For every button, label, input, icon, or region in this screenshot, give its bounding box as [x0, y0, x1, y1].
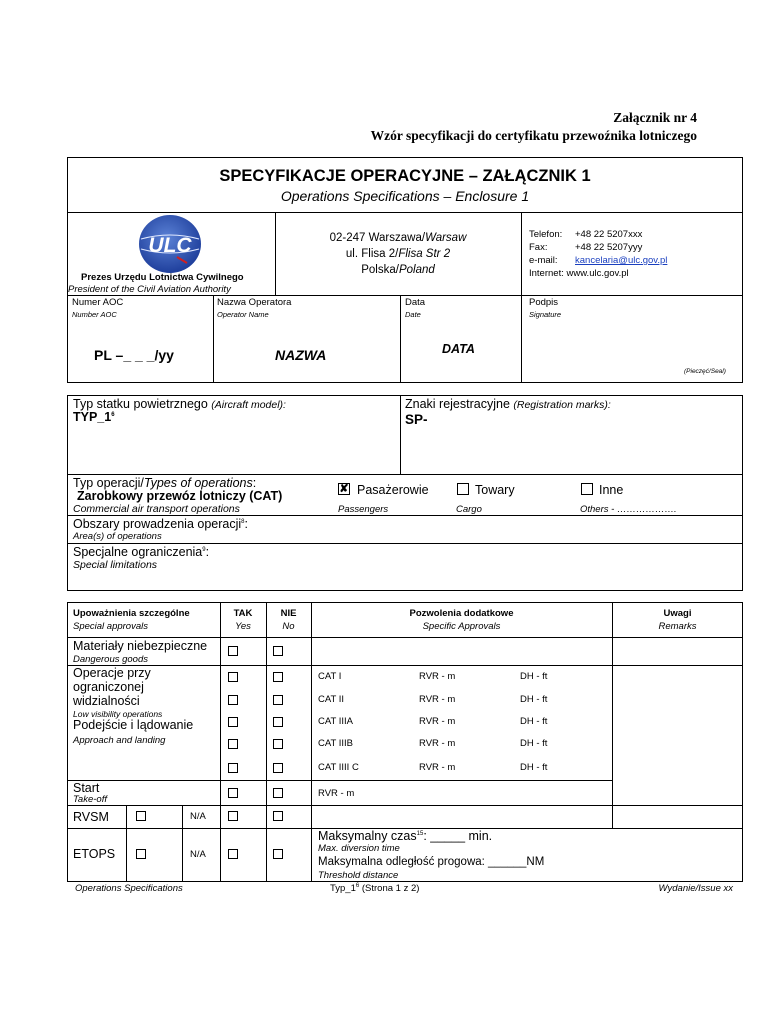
etops-label: ETOPS — [73, 847, 116, 861]
cat-dh: DH - ft — [520, 762, 548, 773]
col-specific-approvals-en: Specific Approvals — [422, 621, 501, 632]
cat-name: CAT I — [318, 671, 342, 682]
cat3c-yes-checkbox[interactable] — [228, 763, 238, 773]
aircraft-type-value: $TYP\_1^6$ — [73, 410, 115, 424]
signature-label-en: Signature — [529, 310, 562, 319]
approach-landing-label-en: Approach and landing — [73, 735, 166, 746]
email-link[interactable]: kancelaria@ulc.gov.pl — [575, 255, 668, 266]
area-label: Obszary prowadzenia operacji$^8$: — [73, 517, 248, 531]
rvsm-no-checkbox[interactable] — [273, 811, 283, 821]
lvo-label-en: Low visibility operations — [73, 709, 163, 719]
cat3b-no-checkbox[interactable] — [273, 739, 283, 749]
col-special-approvals-en: Special approvals — [73, 621, 148, 632]
approach-landing-label: Podejście i lądowanie — [73, 718, 194, 732]
cat-name: CAT IIII C — [318, 762, 359, 773]
cat-name: CAT IIIA — [318, 716, 354, 727]
col-remarks-en: Remarks — [658, 621, 697, 632]
takeoff-rvr: RVR - m — [318, 788, 355, 799]
cat-dh: DH - ft — [520, 671, 548, 682]
rvsm-label: RVSM — [73, 810, 109, 824]
col-specific-approvals: Pozwolenia dodatkowe — [409, 608, 514, 619]
email-label: e-mail: — [529, 255, 558, 266]
area-label-en: Area(s) of operations — [73, 531, 162, 542]
threshold-distance: Maksymalna odległość progowa: ______NM — [318, 856, 545, 868]
cat-rvr: RVR - m — [419, 738, 456, 749]
col-yes: TAK — [233, 608, 253, 619]
takeoff-label: Start — [73, 781, 100, 795]
cat1-no-checkbox[interactable] — [273, 672, 283, 682]
operator-name-label: Nazwa Operatora — [217, 297, 292, 308]
passengers-checkbox[interactable]: ✘ — [339, 483, 349, 495]
takeoff-no-checkbox[interactable] — [273, 788, 283, 798]
etops-no-checkbox[interactable] — [273, 849, 283, 859]
cargo-label-en: Cargo — [456, 504, 482, 515]
date-label-en: Date — [405, 310, 421, 319]
cat-rvr: RVR - m — [419, 716, 456, 727]
rvsm-na: N/A — [190, 811, 206, 822]
authority-name: Prezes Urzędu Lotnictwa Cywilnego — [81, 272, 244, 283]
cargo-label: Towary — [475, 483, 515, 497]
form-subtitle: Operations Specifications – Enclosure 1 — [280, 188, 530, 204]
etops-yes-checkbox[interactable] — [228, 849, 238, 859]
col-remarks: Uwagi — [663, 608, 692, 619]
dangerous-goods-label: Materiały niebezpieczne — [73, 639, 208, 653]
max-diversion-time-en: Max. diversion time — [318, 843, 400, 854]
operation-types-label: Typ operacji/Types of operations: — [73, 476, 257, 490]
cat-dh: DH - ft — [520, 716, 548, 727]
cat-rvr: RVR - m — [419, 694, 456, 705]
logo-lettering: ULC — [148, 234, 192, 257]
cat-name: CAT II — [318, 694, 345, 705]
etops-checkbox[interactable] — [136, 849, 146, 859]
col-special-approvals: Upoważnienia szczególne — [73, 608, 190, 619]
ulc-logo-icon — [137, 213, 203, 275]
rvsm-yes-checkbox[interactable] — [228, 811, 238, 821]
passengers-label-en: Passengers — [338, 504, 389, 515]
other-label: Inne — [599, 483, 624, 497]
col-no: NIE — [280, 608, 297, 619]
max-diversion-time: Maksymalny czas$^{15}$: _____ min. — [318, 829, 493, 843]
special-limitations-label-en: Special limitations — [73, 559, 158, 571]
address-line-3: Polska/Poland — [361, 264, 435, 276]
registration-value: SP- — [405, 412, 428, 427]
other-label-en: Others - ………………. — [580, 504, 677, 515]
cat-label-en: Commercial air transport operations — [73, 503, 240, 515]
cat-dh: DH - ft — [520, 738, 548, 749]
lvo-label-line-1: Operacje przy — [73, 666, 151, 680]
special-limitations-label: Specjalne ograniczenia$^9$: — [73, 545, 210, 559]
dg-yes-checkbox[interactable] — [228, 646, 238, 656]
aircraft-type-label: Typ statku powietrznego (Aircraft model): — [73, 397, 286, 411]
date-value: DATA — [442, 342, 475, 356]
annex-number: Załącznik nr 4 — [613, 110, 697, 125]
operator-name-value: NAZWA — [275, 347, 327, 363]
cat-rvr: RVR - m — [419, 762, 456, 773]
passengers-label: Pasażerowie — [357, 483, 429, 497]
takeoff-yes-checkbox[interactable] — [228, 788, 238, 798]
authority-name-en: President of the Civil Aviation Authority — [68, 284, 231, 295]
footer-left: Operations Specifications — [75, 883, 183, 894]
dg-no-checkbox[interactable] — [273, 646, 283, 656]
footer-issue: Wydanie/Issue xx — [658, 883, 733, 894]
footer-page: $Typ\_1^6$ (Strona 1 z 2) — [330, 883, 420, 895]
fax-value: +48 22 5207yyy — [575, 242, 643, 253]
seal-label: (Pieczęć/Seal) — [684, 368, 726, 375]
date-label: Data — [405, 297, 426, 308]
internet-address: Internet: www.ulc.gov.pl — [529, 268, 629, 279]
cat2-no-checkbox[interactable] — [273, 695, 283, 705]
operator-name-label-en: Operator Name — [217, 310, 269, 319]
cat3a-no-checkbox[interactable] — [273, 717, 283, 727]
aoc-number-value: PL –_ _ _/yy — [94, 347, 174, 363]
cat-label: Zarobkowy przewóz lotniczy (CAT) — [77, 489, 283, 503]
registration-label: Znaki rejestracyjne (Registration marks): — [405, 397, 611, 411]
dangerous-goods-label-en: Dangerous goods — [73, 654, 148, 665]
cat-name: CAT IIIB — [318, 738, 354, 749]
fax-label: Fax: — [529, 242, 548, 253]
cargo-checkbox[interactable] — [457, 483, 469, 495]
aoc-number-label: Numer AOC — [72, 297, 124, 308]
cat2-yes-checkbox[interactable] — [228, 695, 238, 705]
cat-rvr: RVR - m — [419, 671, 456, 682]
address-line-2: ul. Flisa 2/Flisa Str 2 — [345, 248, 451, 260]
takeoff-label-en: Take-off — [73, 794, 107, 805]
aoc-number-label-en: Number AOC — [72, 310, 117, 319]
rvsm-checkbox[interactable] — [136, 811, 146, 821]
address-line-1: 02-247 Warszawa/Warsaw — [329, 232, 467, 244]
cat3b-yes-checkbox[interactable] — [228, 739, 238, 749]
phone-label: Telefon: — [529, 229, 563, 240]
signature-label: Podpis — [529, 297, 559, 308]
cat1-yes-checkbox[interactable] — [228, 672, 238, 682]
cat-dh: DH - ft — [520, 694, 548, 705]
etops-na: N/A — [190, 849, 206, 860]
lvo-label-line-3: widzialności — [73, 694, 140, 708]
cat3a-yes-checkbox[interactable] — [228, 717, 238, 727]
threshold-distance-en: Threshold distance — [318, 870, 399, 881]
document-subtitle: Wzór specyfikacji do certyfikatu przewoźnika lotniczego — [370, 128, 697, 143]
cat3c-no-checkbox[interactable] — [273, 763, 283, 773]
col-yes-en: Yes — [235, 621, 251, 632]
phone-value: +48 22 5207xxx — [575, 229, 643, 240]
col-no-en: No — [282, 621, 295, 632]
other-checkbox[interactable] — [581, 483, 593, 495]
form-title: SPECYFIKACJE OPERACYJNE – ZAŁĄCZNIK 1 — [219, 167, 591, 185]
lvo-label-line-2: ograniczonej — [73, 680, 144, 694]
